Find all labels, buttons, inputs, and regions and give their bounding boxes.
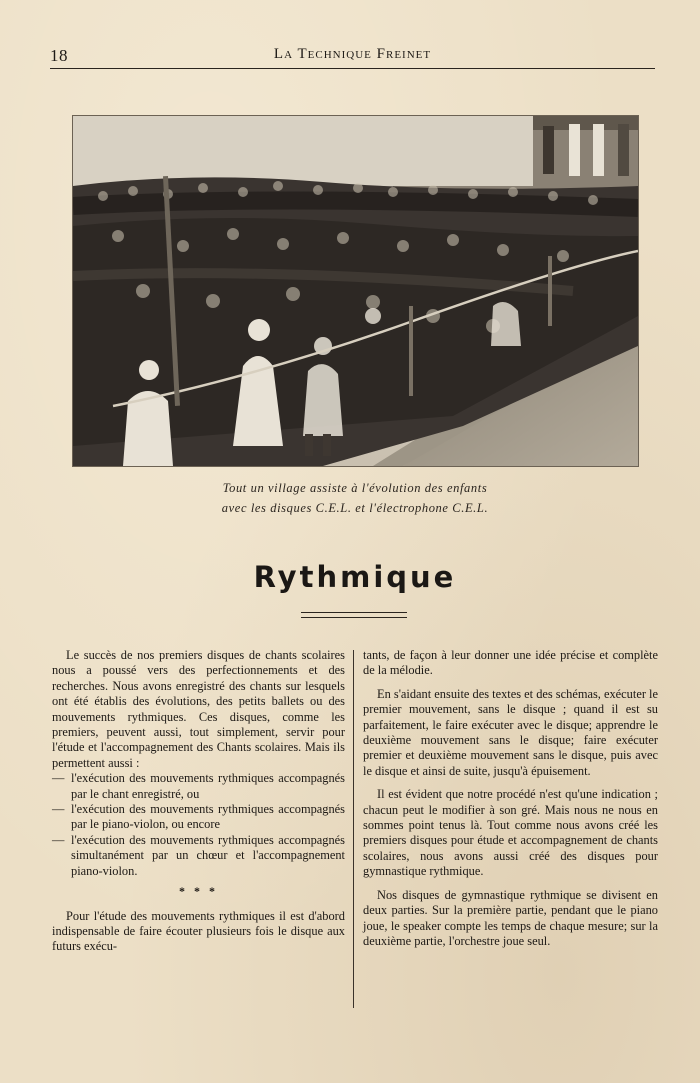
title-double-rule xyxy=(301,612,407,618)
list-item xyxy=(52,771,345,802)
list-dash: — xyxy=(52,802,65,817)
list-item xyxy=(52,833,345,879)
crowd-photo-illustration xyxy=(73,116,638,466)
list-dash: — xyxy=(52,771,65,786)
paragraph-gymnastics-discs: Nos disques de gymnastique rythmique se divisent en deux parties. Sur la première partie, pendant que le piano joue, le speaker compte les temps de chaque mesure; sur la deuxième partie, l'orchestre joue seul. xyxy=(363,887,658,948)
photo-caption-line-2: avec les disques C.E.L. et l'électrophone C.E.L. xyxy=(221,501,489,515)
crowd-photo xyxy=(72,115,639,467)
header-rule xyxy=(50,68,655,69)
intro-paragraph: Le succès de nos premiers disques de chants scolaires nous a poussé vers des perfectionnements et des recherches. Nous avons enregistré des chants sur lesquels ont été établis des évolutions, des petits ballets ou des mouvements rythmiques. Ces disques, comme les premiers, peuvent aussi, tout simplement, servir pour l'étude et l'accompagnement des Chants scolaires. Mais ils permettent aussi : xyxy=(52,648,345,770)
page-header xyxy=(50,44,655,70)
page-number: 18 xyxy=(50,46,68,65)
section-title: Rythmique xyxy=(253,560,457,594)
column-divider xyxy=(353,650,354,1008)
list-item xyxy=(52,802,345,833)
paragraph-continuation: tants, de façon à leur donner une idée précise et complète de la mélodie. xyxy=(363,648,658,678)
photo-caption-line-1: Tout un village assiste à l'évolution des enfants xyxy=(222,481,488,495)
list-item-text: l'exécution des mouvements rythmiques accompagnés simultanément par un chœur et l'accompagnement piano-violon. xyxy=(71,832,345,878)
list-item-text: l'exécution des mouvements rythmiques accompagnés par le chant enregistré, ou xyxy=(71,771,345,801)
right-column xyxy=(363,648,658,949)
list-item-text: l'exécution des mouvements rythmiques accompagnés par le piano-violon, ou encore xyxy=(71,802,345,832)
list-dash: — xyxy=(52,832,65,847)
paragraph-procedure: Il est évident que notre procédé n'est qu'une indication ; chacun peut le modifier à son gré. Mais nous ne nous en sommes point tenus là. Tout comme nous avons créé les premiers disques pour étude et accompagnement de chants scolaires, nous avons aussi créé des disques pour gymnastique rythmique. xyxy=(363,787,658,879)
paragraph-method: En s'aidant ensuite des textes et des schémas, exécuter le premier mouvement, sans le disque ; quand il est su parfaitement, le faire exécuter avec le disque; apprendre le deuxième mouvement sans le disque; faire exécuter premier et deuxième mouvement sans le disque, puis avec le disque et ainsi de suite, jusqu'à épuisement. xyxy=(363,686,658,778)
section-separator: * * * xyxy=(179,884,218,899)
left-column xyxy=(52,648,345,955)
closing-paragraph: Pour l'étude des mouvements rythmiques il est d'abord indispensable de faire écouter plusieurs fois le disque aux futurs exécu- xyxy=(52,908,345,954)
running-title: La Technique Freinet xyxy=(273,46,432,62)
